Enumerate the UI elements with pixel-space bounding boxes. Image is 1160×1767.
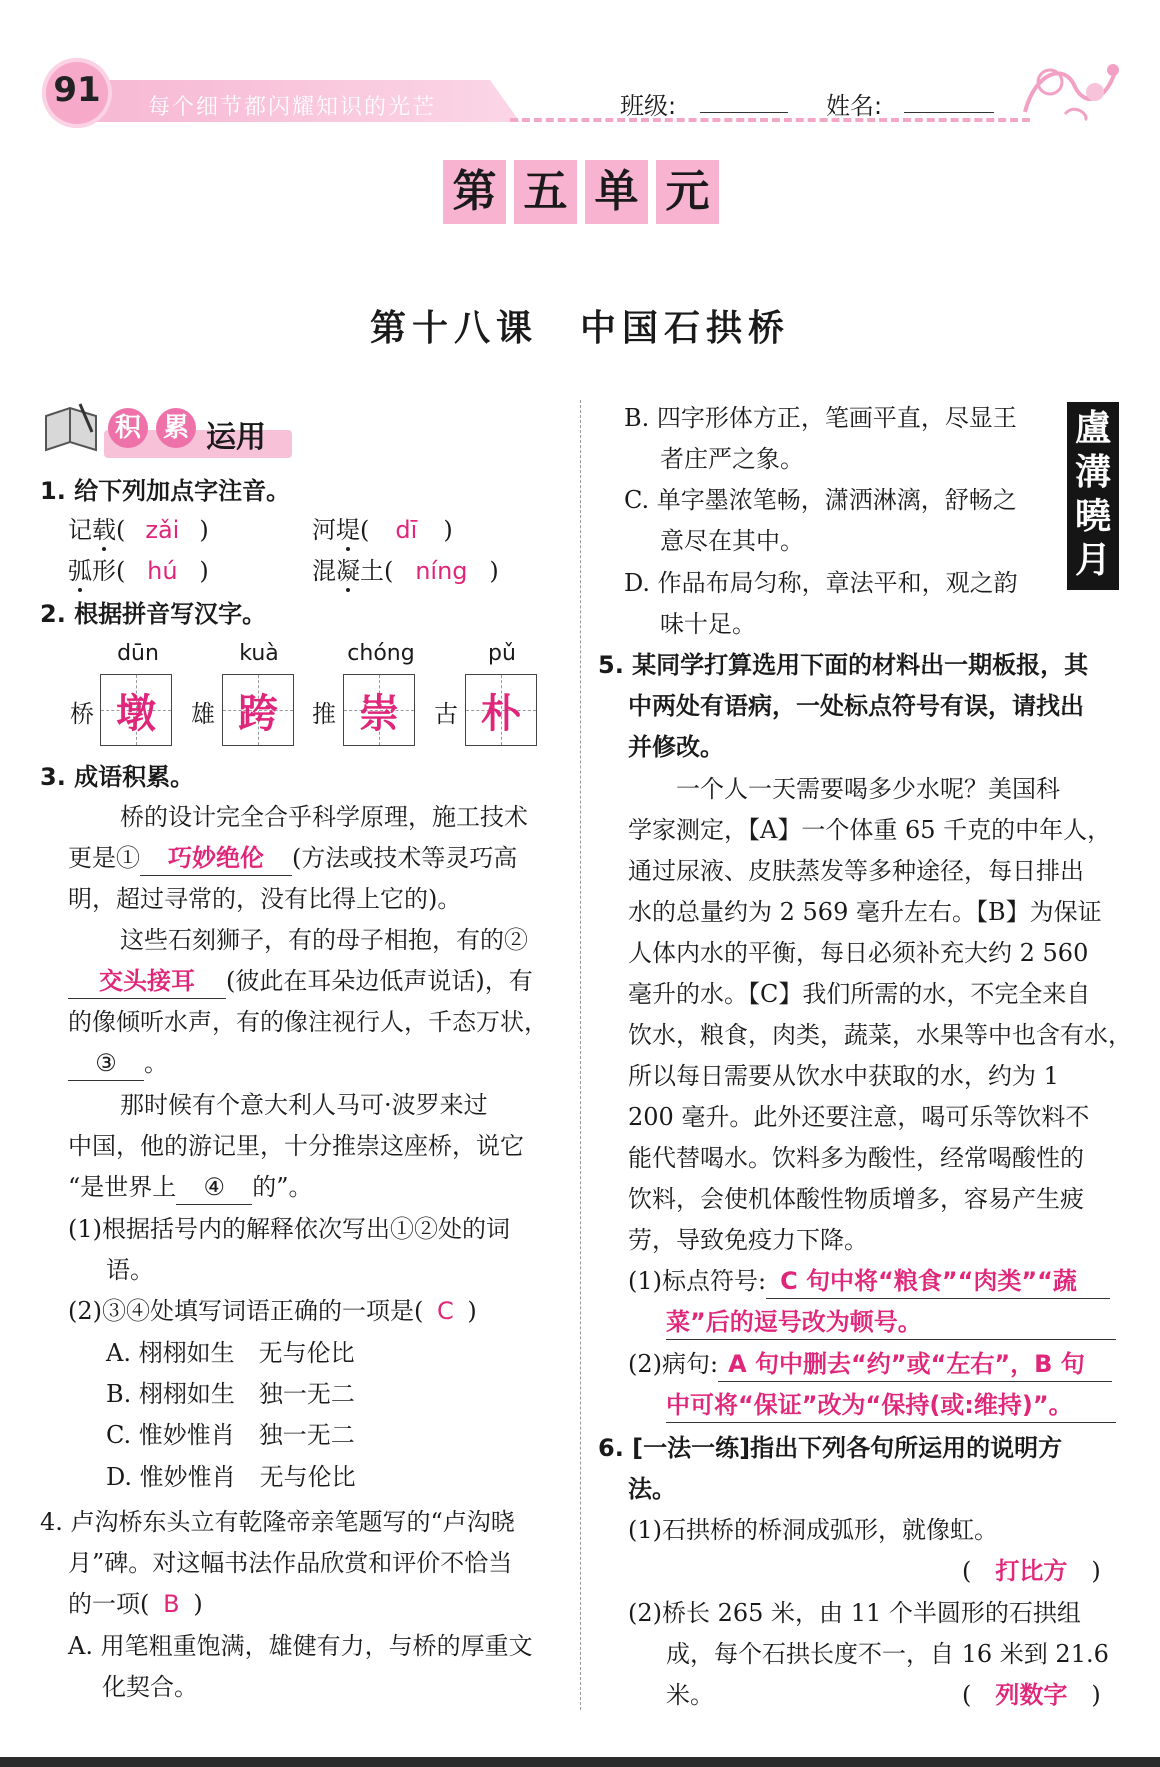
q3-answer-1: 巧妙绝伦 bbox=[140, 841, 292, 876]
q5-sub2-answer: 中可将“保证”改为“保持(或:维持)”。 bbox=[666, 1388, 1116, 1423]
q5-title: 并修改。 bbox=[628, 733, 724, 761]
q1-item: 记载( zǎi ) bbox=[68, 513, 209, 547]
q6-sub1: (1)石拱桥的桥洞成弧形，就像虹。 bbox=[628, 1516, 998, 1544]
q3-answer-2: 交头接耳 bbox=[68, 964, 226, 999]
unit-title-char: 单 bbox=[585, 160, 648, 224]
q5-sub1 bbox=[666, 1305, 1116, 1340]
q6-sub1-answer: 打比方 bbox=[995, 1557, 1068, 1585]
q2-pinyin: kuà bbox=[239, 641, 279, 666]
q4-option: 者庄严之象。 bbox=[660, 445, 804, 473]
q1-answer: níng bbox=[415, 557, 468, 585]
q3-sub1: 语。 bbox=[106, 1256, 154, 1284]
bottom-bar bbox=[0, 1757, 1160, 1767]
q5-title: 中两处有语病，一处标点符号有误，请找出 bbox=[628, 692, 1084, 720]
q5-title: 5. 某同学打算选用下面的材料出一期板报，其 bbox=[598, 651, 1089, 679]
calligraphy-char: 盧 bbox=[1074, 407, 1111, 449]
unit-title-char: 元 bbox=[656, 160, 719, 224]
book-icon bbox=[40, 402, 102, 458]
header-slogan: 每个细节都闪耀知识的光芒 bbox=[148, 95, 437, 120]
q5-passage-line: 200 毫升。此外还要注意，喝可乐等饮料不 bbox=[628, 1103, 1090, 1131]
section-badge-2: 累 bbox=[156, 408, 196, 448]
calligraphy-char: 月 bbox=[1074, 539, 1111, 581]
q1-item: 河堤( dī ) bbox=[312, 513, 453, 547]
section-badge-1: 积 bbox=[108, 408, 148, 448]
q2-char-box: 朴 bbox=[465, 674, 537, 746]
q5-passage-line: 能代替喝水。饮料多为酸性，经常喝酸性的 bbox=[628, 1144, 1084, 1172]
q3-sub2-answer: C bbox=[436, 1297, 454, 1325]
q3-sub2: (2)③④处填写词语正确的一项是( C ) bbox=[68, 1294, 477, 1328]
q1-item: 弧形( hú ) bbox=[68, 554, 209, 588]
q3-text: 的像倾听水声，有的像注视行人，千态万状， bbox=[68, 1008, 548, 1036]
class-field[interactable] bbox=[700, 112, 788, 113]
q3-blank-3: ③ bbox=[68, 1046, 144, 1081]
q2-char-box: 墩 bbox=[100, 674, 172, 746]
column-divider bbox=[580, 400, 581, 1710]
unit-title-char: 五 bbox=[514, 160, 577, 224]
q2-char-box: 崇 bbox=[343, 674, 415, 746]
q5-sub2-answer: A 句中删去“约”或“左右”，B 句 bbox=[718, 1347, 1112, 1382]
q2-pinyin: pǔ bbox=[488, 641, 516, 666]
q3-option: C. 惟妙惟肖 独一无二 bbox=[106, 1421, 355, 1449]
q6-sub2: 米。 bbox=[666, 1681, 714, 1709]
section-title: 运用 bbox=[206, 420, 266, 455]
q2-label: 桥 bbox=[70, 700, 94, 728]
q4-option: 意尽在其中。 bbox=[660, 527, 804, 555]
q5-sub1: (1)标点符号: C 句中将“粮食”“肉类”“蔬 bbox=[628, 1264, 1110, 1299]
q6-sub2-answer: 列数字 bbox=[995, 1681, 1068, 1709]
q4-option: 化契合。 bbox=[102, 1673, 198, 1701]
q3-text: “是世界上 ④ 的”。 bbox=[68, 1170, 313, 1205]
q1-title: 1. 给下列加点字注音。 bbox=[40, 477, 291, 505]
class-label: 班级: bbox=[620, 92, 677, 120]
name-label: 姓名: bbox=[826, 92, 883, 120]
q5-passage-line: 水的总量约为 2 569 毫升左右。【B】为保证 bbox=[628, 898, 1102, 926]
q6-title: 法。 bbox=[628, 1475, 676, 1503]
lesson-title: 第十八课 中国石拱桥 bbox=[369, 307, 790, 349]
q5-passage-line: 所以每日需要从饮水中获取的水，约为 1 bbox=[628, 1062, 1059, 1090]
q3-text: 这些石刻狮子，有的母子相抱，有的② bbox=[120, 926, 528, 954]
q5-passage-line: 人体内水的平衡，每日必须补充大约 2 560 bbox=[628, 939, 1089, 967]
q5-passage-line: 劳，导致免疫力下降。 bbox=[628, 1226, 868, 1254]
q2-pinyin: dūn bbox=[117, 641, 159, 666]
q5-passage-line: 饮料，会使机体酸性物质增多，容易产生疲 bbox=[628, 1185, 1084, 1213]
q3-text: ③ 。 bbox=[68, 1046, 168, 1081]
q2-label: 推 bbox=[312, 700, 336, 728]
q4-answer: B bbox=[163, 1590, 180, 1618]
q3-text: 交头接耳 (彼此在耳朵边低声说话)，有 bbox=[68, 964, 533, 999]
q6-title: 6. [一法一练]指出下列各句所运用的说明方 bbox=[598, 1434, 1063, 1462]
q1-item: 混凝土( níng ) bbox=[312, 554, 499, 588]
q5-passage-line: 一个人一天需要喝多少水呢？美国科 bbox=[628, 775, 1060, 803]
q5-sub2: (2)病句: A 句中删去“约”或“左右”，B 句 bbox=[628, 1347, 1112, 1382]
q4-text: 4. 卢沟桥东头立有乾隆帝亲笔题写的“卢沟晓 bbox=[40, 1508, 515, 1536]
q4-option: 味十足。 bbox=[660, 610, 756, 638]
q6-sub2-bracket: ( 列数字 ) bbox=[962, 1678, 1101, 1712]
q3-text: 那时候有个意大利人马可·波罗来过 bbox=[120, 1091, 488, 1119]
q4-option: D. 作品布局匀称，章法平和，观之韵 bbox=[624, 569, 1018, 597]
q3-option: B. 栩栩如生 独一无二 bbox=[106, 1380, 355, 1408]
q3-blank-4: ④ bbox=[176, 1170, 252, 1205]
name-field[interactable] bbox=[904, 112, 994, 113]
q4-option: C. 单字墨浓笔畅，潇洒淋漓，舒畅之 bbox=[624, 486, 1017, 514]
page-number: 91 bbox=[53, 70, 101, 110]
unit-title-char: 第 bbox=[443, 160, 506, 224]
floral-ornament-icon bbox=[1015, 52, 1125, 124]
calligraphy-char: 溝 bbox=[1074, 451, 1111, 493]
q6-sub2: (2)桥长 265 米，由 11 个半圆形的石拱组 bbox=[628, 1599, 1081, 1627]
q2-label: 雄 bbox=[191, 700, 215, 728]
q5-sub1-answer: 菜”后的逗号改为顿号。 bbox=[666, 1305, 1116, 1340]
q4-option: A. 用笔粗重饱满，雄健有力，与桥的厚重文 bbox=[68, 1632, 533, 1660]
unit-title bbox=[443, 160, 719, 224]
q6-sub1-bracket: ( 打比方 ) bbox=[962, 1554, 1101, 1588]
q3-text: 更是① 巧妙绝伦 (方法或技术等灵巧高 bbox=[68, 841, 517, 876]
q6-sub2: 成，每个石拱长度不一，自 16 米到 21.6 bbox=[666, 1640, 1109, 1668]
calligraphy-char: 曉 bbox=[1074, 495, 1111, 537]
q5-sub1-answer: C 句中将“粮食”“肉类”“蔬 bbox=[766, 1264, 1110, 1299]
q2-title: 2. 根据拼音写汉字。 bbox=[40, 600, 267, 628]
q3-sub1: (1)根据括号内的解释依次写出①②处的词 bbox=[68, 1215, 510, 1243]
q2-char-box: 跨 bbox=[222, 674, 294, 746]
header-dash-line bbox=[510, 118, 1030, 122]
q3-text: 明，超过寻常的，没有比得上它的)。 bbox=[68, 885, 462, 913]
q4-text: 的一项( B ) bbox=[68, 1587, 203, 1621]
q1-answer: zǎi bbox=[145, 516, 180, 544]
q5-sub2 bbox=[666, 1388, 1116, 1423]
q5-passage-line: 毫升的水。【C】我们所需的水，不完全来自 bbox=[628, 980, 1091, 1008]
q3-option: A. 栩栩如生 无与伦比 bbox=[106, 1339, 355, 1367]
calligraphy-image bbox=[1067, 402, 1119, 590]
q3-text: 中国，他的游记里，十分推崇这座桥，说它 bbox=[68, 1132, 524, 1160]
q3-text: 桥的设计完全合乎科学原理，施工技术 bbox=[120, 803, 528, 831]
q1-answer: dī bbox=[395, 516, 418, 544]
q4-option: B. 四字形体方正，笔画平直，尽显王 bbox=[624, 404, 1017, 432]
q2-pinyin: chóng bbox=[347, 641, 415, 666]
q3-title: 3. 成语积累。 bbox=[40, 763, 195, 791]
q5-passage-line: 饮水，粮食，肉类，蔬菜，水果等中也含有水， bbox=[628, 1021, 1132, 1049]
q5-passage-line: 通过尿液、皮肤蒸发等多种途径，每日排出 bbox=[628, 857, 1084, 885]
q4-text: 月”碑。对这幅书法作品欣赏和评价不恰当 bbox=[68, 1549, 513, 1577]
q3-option: D. 惟妙惟肖 无与伦比 bbox=[106, 1463, 356, 1491]
q1-answer: hú bbox=[147, 557, 178, 585]
q5-passage-line: 学家测定，【A】一个体重 65 千克的中年人， bbox=[628, 816, 1112, 844]
q2-label: 古 bbox=[434, 700, 458, 728]
